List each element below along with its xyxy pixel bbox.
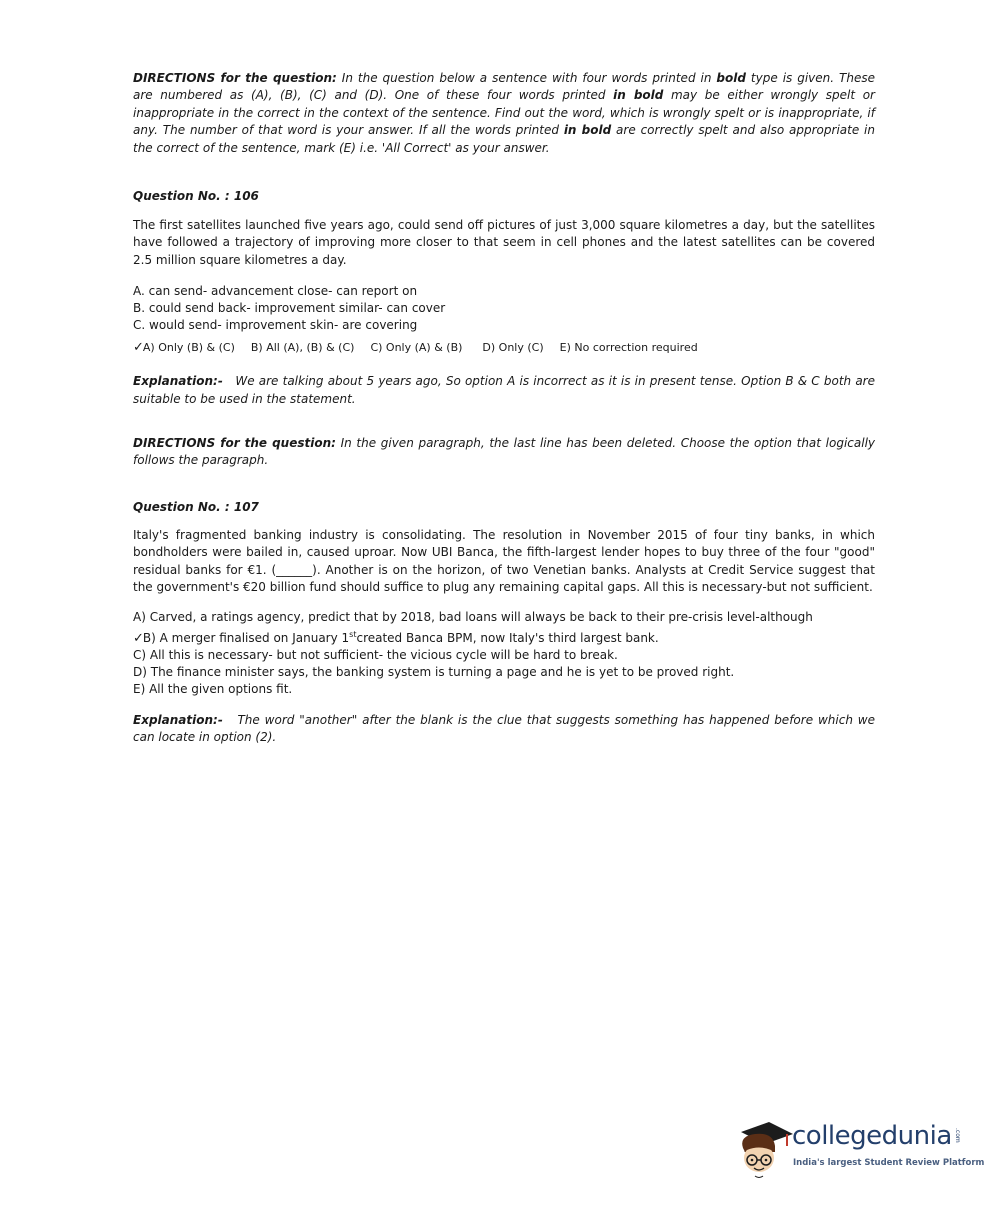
explanation-label: Explanation:- <box>133 712 223 727</box>
check-icon: ✓ <box>133 630 144 646</box>
question-107-heading: Question No. : 107 <box>133 499 259 514</box>
question-106-answer-choices <box>133 340 875 355</box>
option-item: A. can send- advancement close- can report on <box>133 284 418 299</box>
directions-block-1: DIRECTIONS for the question: In the question below a sentence with four words printed in bold type is given. These are numbered as (A), (B), (C) and (D). One of these four words printed in bold may be either wrongly spelt or inappropriate in the correct in the context of the sentence. Find out the word, which is wrongly spelt or is inappropriate, if any. The number of that word is your answer. If all the words printed in bold are correctly spelt and also appropriate in the correct of the sentence, mark (E) i.e. 'All Correct' as your answer. <box>133 71 876 155</box>
question-107-explanation: Explanation:- The word "another" after the blank is the clue that suggests something has happened before which we can locate in option (2). <box>133 712 876 744</box>
logo-tagline: India's largest Student Review Platform <box>793 1158 985 1168</box>
option-item: C. would send- improvement skin- are covering <box>133 318 418 333</box>
option-a: A) Carved, a ratings agency, predict that by 2018, bad loans will always be back to their pre-crisis level-although <box>133 609 813 624</box>
student-mascot-icon <box>735 1118 795 1180</box>
option-d: D) The finance minister says, the banking system is turning a page and he is yet to be proved right. <box>133 664 735 679</box>
question-106-explanation: Explanation:- We are talking about 5 years ago, So option A is incorrect as it is in present tense. Option B & C both are suitable to be used in the statement. <box>133 374 875 406</box>
blank: ______ <box>276 562 313 577</box>
logo-domain: .com <box>954 1128 961 1143</box>
answer-choice-b: B) All (A), (B) & (C) <box>250 341 355 355</box>
answer-choice-d: D) Only (C) <box>482 341 544 355</box>
page-content <box>133 70 875 746</box>
option-item: B. could send back- improvement similar- can cover <box>133 301 446 316</box>
explanation-label: Explanation:- <box>133 374 223 389</box>
check-icon: ✓ <box>133 340 144 356</box>
question-106-body: The first satellites launched five years ago, could send off pictures of just 3,000 square kilometres a day, but the satellites have followed a trajectory of improving more closer to that seem in cell phones and the latest satellites can be covered 2.5 million square kilometres a day. <box>133 218 875 267</box>
answer-choice-a: A) Only (B) & (C) <box>142 341 235 355</box>
question-106-options <box>133 283 875 334</box>
option-e: E) All the given options fit. <box>133 681 293 696</box>
answer-choice-c: C) Only (A) & (B) <box>370 341 463 355</box>
answer-choice-e: E) No correction required <box>559 341 698 355</box>
option-c: C) All this is necessary- but not sufficient- the vicious cycle will be hard to break. <box>133 647 618 662</box>
logo-wordmark: collegedunia <box>792 1121 952 1151</box>
directions-label: DIRECTIONS for the question: <box>133 436 336 451</box>
question-107-body: Italy's fragmented banking industry is consolidating. The resolution in November 2015 of four tiny banks, in which bondholders were bailed in, caused uproar. Now UBI Banca, the fifth-largest lender hopes to buy three of the four "good" residual banks for €1. (______). Another is on the horizon, of two Venetian banks. Analysts at Credit Service suggest that the government's €20 billion fund should suffice to plug any remaining capital gaps. All this is necessary-but not sufficient. <box>133 527 875 595</box>
collegedunia-logo <box>735 1118 985 1180</box>
question-106-heading: Question No. : 106 <box>133 189 259 204</box>
directions-label: DIRECTIONS for the question: <box>133 71 337 85</box>
directions-block-2: DIRECTIONS for the question: In the given paragraph, the last line has been deleted. Choose the option that logically follows the paragraph. <box>133 436 876 468</box>
option-b: ✓B) A merger finalised on January 1stcreated Banca BPM, now Italy's third largest bank. <box>133 629 659 646</box>
question-107-options <box>133 609 875 698</box>
